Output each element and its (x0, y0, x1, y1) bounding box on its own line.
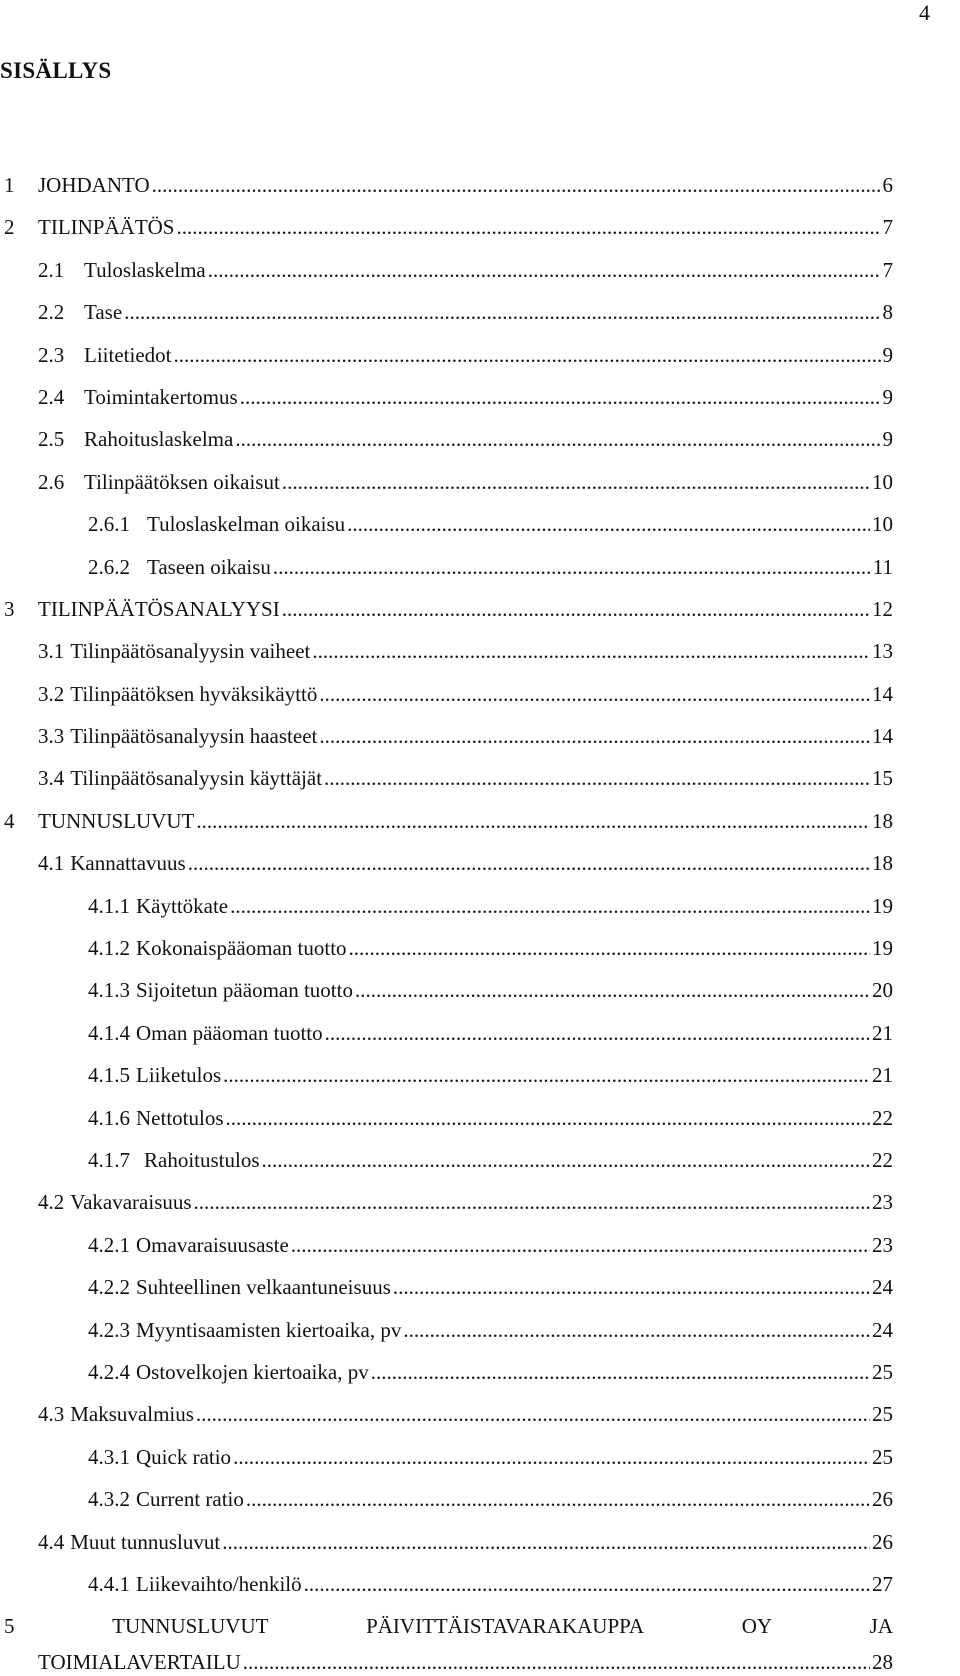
toc-entry-title: Omavaraisuusaste (136, 1232, 289, 1257)
toc-entry-page: 25 (872, 1359, 893, 1384)
toc-entry-page: 27 (872, 1571, 893, 1596)
toc-entry-title-word: TUNNUSLUVUT (112, 1614, 269, 1639)
toc-entry-number: 4.3 (38, 1402, 65, 1427)
dot-leader (291, 1231, 870, 1259)
toc-entry-number: 3.2 (38, 681, 65, 706)
toc-entry-tilinpaatosanalyysi[interactable] (0, 595, 893, 637)
dot-leader (173, 341, 880, 369)
toc-entry-page: 14 (872, 724, 893, 749)
toc-entry-page: 18 (872, 808, 893, 833)
dot-leader (347, 510, 870, 538)
toc-entry-title: Myyntisaamisten kiertoaika, pv (136, 1317, 402, 1342)
toc-entry-page: 22 (872, 1105, 893, 1130)
toc-entry-page: 9 (882, 427, 893, 452)
toc-entry-page: 9 (882, 342, 893, 367)
toc-entry-title: Tilinpäätösanalyysin käyttäjät (70, 766, 323, 791)
toc-entry-number: 2.2 (38, 300, 65, 325)
toc-entry-page: 21 (872, 1063, 893, 1088)
toc-entry-page: 18 (872, 851, 893, 876)
toc-entry-ostovelkojen-kiertoaika[interactable] (0, 1358, 893, 1400)
toc-entry-number: 4.3.2 (88, 1487, 130, 1512)
toc-entry-page: 21 (872, 1020, 893, 1045)
toc-entry-page: 24 (872, 1275, 893, 1300)
dot-leader (246, 1485, 870, 1513)
dot-leader (393, 1273, 870, 1301)
toc-entry-title: Rahoitustulos (144, 1147, 260, 1172)
dot-leader (152, 171, 881, 199)
toc-entry-suhteellinen-velkaantuneisuus[interactable] (0, 1273, 893, 1315)
toc-entry-page: 26 (872, 1529, 893, 1554)
toc-entry-page: 20 (872, 978, 893, 1003)
toc-entry-title: TUNNUSLUVUT (38, 808, 195, 833)
toc-entry-title: Current ratio (136, 1487, 244, 1512)
dot-leader (226, 1104, 871, 1132)
toc-entry-title-word: PÄIVITTÄISTAVARAKAUPPA (366, 1614, 645, 1639)
toc-entry-tunnusluvut[interactable] (0, 807, 893, 849)
dot-leader (177, 213, 881, 241)
toc-entry-analyysin-vaiheet[interactable] (0, 637, 893, 679)
dot-leader (196, 1400, 870, 1428)
toc-entry-title: Suhteellinen velkaantuneisuus (136, 1275, 391, 1300)
toc-entry-myyntisaamisten-kiertoaika[interactable] (0, 1316, 893, 1358)
dot-leader (403, 1316, 870, 1344)
toc-entry-page: 7 (882, 257, 893, 282)
toc-entry-kannattavuus[interactable] (0, 849, 893, 891)
toc-entry-page: 13 (872, 639, 893, 664)
toc-entry-title: Liitetiedot (84, 342, 172, 367)
toc-entry-number: 2.4 (38, 384, 65, 409)
toc-entry-number: 3.3 (38, 724, 65, 749)
toc-entry-page: 6 (882, 173, 893, 197)
toc-entry-tuloslaskelman-oikaisu[interactable] (0, 510, 893, 552)
toc-entry-number: 2.6.1 (88, 512, 130, 537)
toc-entry-title-continuation: TOIMIALAVERTAILU (38, 1650, 241, 1675)
toc-entry-title: Rahoituslaskelma (84, 427, 234, 452)
dot-leader (243, 1648, 870, 1676)
dot-leader (222, 1528, 870, 1556)
toc-entry-title-word: JA (869, 1614, 893, 1639)
toc-entry-title: TILINPÄÄTÖS (38, 215, 175, 240)
toc-entry-number: 2.3 (38, 342, 65, 367)
toc-entry-page: 25 (872, 1402, 893, 1427)
toc-entry-title: JOHDANTO (38, 173, 150, 197)
toc-entry-page: 26 (872, 1487, 893, 1512)
toc-entry-number: 5 (4, 1614, 15, 1639)
toc-entry-number: 2.6 (38, 469, 65, 494)
toc-entry-title: Tase (84, 300, 123, 325)
toc-entry-title: Tilinpäätösanalyysin haasteet (70, 724, 318, 749)
toc-entry-liikevaihto-henkilo[interactable] (0, 1570, 893, 1612)
toc-entry-taseen-oikaisu[interactable] (0, 553, 893, 595)
toc-entry-title: Muut tunnusluvut (70, 1529, 221, 1554)
toc-entry-title: Liiketulos (136, 1063, 222, 1088)
toc-entry-number: 4.1.7 (88, 1147, 130, 1172)
dot-leader (312, 637, 870, 665)
toc-entry-page: 25 (872, 1444, 893, 1469)
toc-entry-title: Tilinpäätöksen oikaisut (84, 469, 280, 494)
toc-entry-number: 1 (4, 173, 15, 197)
toc-entry-page: 10 (872, 469, 893, 494)
toc-entry-tase[interactable] (0, 298, 893, 340)
table-of-contents (0, 171, 893, 1675)
toc-entry-title: Ostovelkojen kiertoaika, pv (136, 1359, 369, 1384)
toc-entry-number: 4.2.3 (88, 1317, 130, 1342)
dot-leader (194, 1188, 870, 1216)
toc-entry-quick-ratio[interactable] (0, 1443, 893, 1485)
toc-entry-number: 4.1.4 (88, 1020, 130, 1045)
toc-entry-title: TILINPÄÄTÖSANALYYSI (38, 596, 280, 621)
toc-entry-hyvaksikaytto[interactable] (0, 680, 893, 722)
toc-entry-page: 15 (872, 766, 893, 791)
toc-entry-title: Vakavaraisuus (70, 1190, 192, 1215)
toc-entry-number: 4.2.4 (88, 1359, 130, 1384)
dot-leader (273, 553, 871, 581)
dot-leader (319, 722, 870, 750)
toc-entry-title: Oman pääoman tuotto (136, 1020, 323, 1045)
toc-entry-johdanto[interactable] (0, 171, 893, 213)
toc-entry-kokonaispaaoman-tuotto[interactable] (0, 934, 893, 976)
toc-entry-title: Toimintakertomus (84, 384, 238, 409)
toc-entry-number: 3.4 (38, 766, 65, 791)
toc-entry-page: 7 (882, 215, 893, 240)
toc-entry-title: Maksuvalmius (70, 1402, 194, 1427)
dot-leader (371, 1358, 870, 1386)
dot-leader (240, 383, 881, 411)
toc-entry-nettotulos[interactable] (0, 1104, 893, 1146)
dot-leader (282, 595, 870, 623)
toc-entry-tilinpaatoksen-oikaisut[interactable] (0, 468, 893, 510)
toc-entry-omavaraisuusaste[interactable] (0, 1231, 893, 1273)
toc-entry-title: Kokonaispääoman tuotto (136, 936, 347, 961)
toc-entry-title: Tilinpäätöksen hyväksikäyttö (70, 681, 318, 706)
toc-entry-page: 9 (882, 384, 893, 409)
toc-entry-number: 4.2.2 (88, 1275, 130, 1300)
toc-entry-title: Sijoitetun pääoman tuotto (136, 978, 353, 1003)
dot-leader (355, 976, 870, 1004)
toc-entry-page: 11 (872, 554, 893, 579)
toc-entry-number: 4.1.2 (88, 936, 130, 961)
dot-leader (324, 764, 870, 792)
toc-entry-number: 3.1 (38, 639, 65, 664)
toc-entry-toimialavertailu[interactable] (0, 1612, 893, 1675)
toc-entry-number: 2.6.2 (88, 554, 130, 579)
dot-leader (208, 256, 881, 284)
toc-entry-muut-tunnusluvut[interactable] (0, 1528, 893, 1570)
dot-leader (235, 425, 880, 453)
toc-entry-number: 2.1 (38, 257, 65, 282)
toc-entry-number: 4.2.1 (88, 1232, 130, 1257)
toc-entry-title: Nettotulos (136, 1105, 224, 1130)
dot-leader (196, 807, 870, 835)
toc-entry-number: 4.1.3 (88, 978, 130, 1003)
toc-entry-number: 2 (4, 215, 15, 240)
toc-entry-page: 12 (872, 596, 893, 621)
toc-entry-page: 24 (872, 1317, 893, 1342)
toc-entry-title-word: OY (741, 1614, 773, 1639)
toc-entry-toimintakertomus[interactable] (0, 383, 893, 425)
toc-entry-number: 4.1.5 (88, 1063, 130, 1088)
toc-entry-number: 2.5 (38, 427, 65, 452)
toc-entry-number: 3 (4, 596, 15, 621)
toc-entry-title: Käyttökate (136, 893, 229, 918)
toc-entry-number: 4.3.1 (88, 1444, 130, 1469)
toc-entry-title: Kannattavuus (70, 851, 186, 876)
page-number: 4 (919, 0, 930, 25)
dot-leader (304, 1570, 870, 1598)
toc-entry-maksuvalmius[interactable] (0, 1400, 893, 1442)
dot-leader (349, 934, 870, 962)
toc-entry-page: 19 (872, 936, 893, 961)
dot-leader (282, 468, 870, 496)
toc-entry-title: Quick ratio (136, 1444, 232, 1469)
toc-entry-page: 8 (882, 300, 893, 325)
toc-entry-analyysin-haasteet[interactable] (0, 722, 893, 764)
toc-entry-oman-paaoman-tuotto[interactable] (0, 1019, 893, 1061)
toc-entry-number: 4.1.6 (88, 1105, 130, 1130)
dot-leader (262, 1146, 870, 1174)
toc-entry-title: Tilinpäätösanalyysin vaiheet (70, 639, 311, 664)
toc-entry-page: 10 (872, 512, 893, 537)
dot-leader (188, 849, 870, 877)
toc-entry-current-ratio[interactable] (0, 1485, 893, 1527)
toc-entry-page: 19 (872, 893, 893, 918)
toc-entry-page: 14 (872, 681, 893, 706)
toc-entry-number: 4.2 (38, 1190, 65, 1215)
dot-leader (233, 1443, 870, 1471)
toc-entry-liiketulos[interactable] (0, 1061, 893, 1103)
toc-entry-vakavaraisuus[interactable] (0, 1188, 893, 1230)
toc-title: SISÄLLYS (0, 58, 112, 83)
toc-entry-tilinpaatos[interactable] (0, 213, 893, 255)
toc-entry-title: Taseen oikaisu (147, 554, 271, 579)
toc-entry-page: 22 (872, 1147, 893, 1172)
toc-entry-number: 4.4.1 (88, 1571, 130, 1596)
toc-entry-liitetiedot[interactable] (0, 341, 893, 383)
toc-entry-title: Tuloslaskelma (84, 257, 206, 282)
dot-leader (325, 1019, 870, 1047)
toc-entry-page: 23 (872, 1190, 893, 1215)
toc-entry-tuloslaskelma[interactable] (0, 256, 893, 298)
toc-entry-kayttokate[interactable] (0, 892, 893, 934)
toc-entry-analyysin-kayttajat[interactable] (0, 764, 893, 806)
toc-entry-title: Tuloslaskelman oikaisu (147, 512, 346, 537)
dot-leader (319, 680, 870, 708)
toc-entry-rahoitustulos[interactable] (0, 1146, 893, 1188)
toc-entry-number: 4.1 (38, 851, 65, 876)
toc-entry-page: 28 (872, 1650, 893, 1675)
toc-entry-number: 4 (4, 808, 15, 833)
dot-leader (223, 1061, 870, 1089)
toc-entry-number: 4.4 (38, 1529, 65, 1554)
toc-entry-rahoituslaskelma[interactable] (0, 425, 893, 467)
toc-entry-title: Liikevaihto/henkilö (136, 1571, 302, 1596)
toc-entry-sijoitetun-paaoman-tuotto[interactable] (0, 976, 893, 1018)
toc-entry-number: 4.1.1 (88, 893, 130, 918)
dot-leader (124, 298, 880, 326)
toc-entry-page: 23 (872, 1232, 893, 1257)
dot-leader (230, 892, 870, 920)
